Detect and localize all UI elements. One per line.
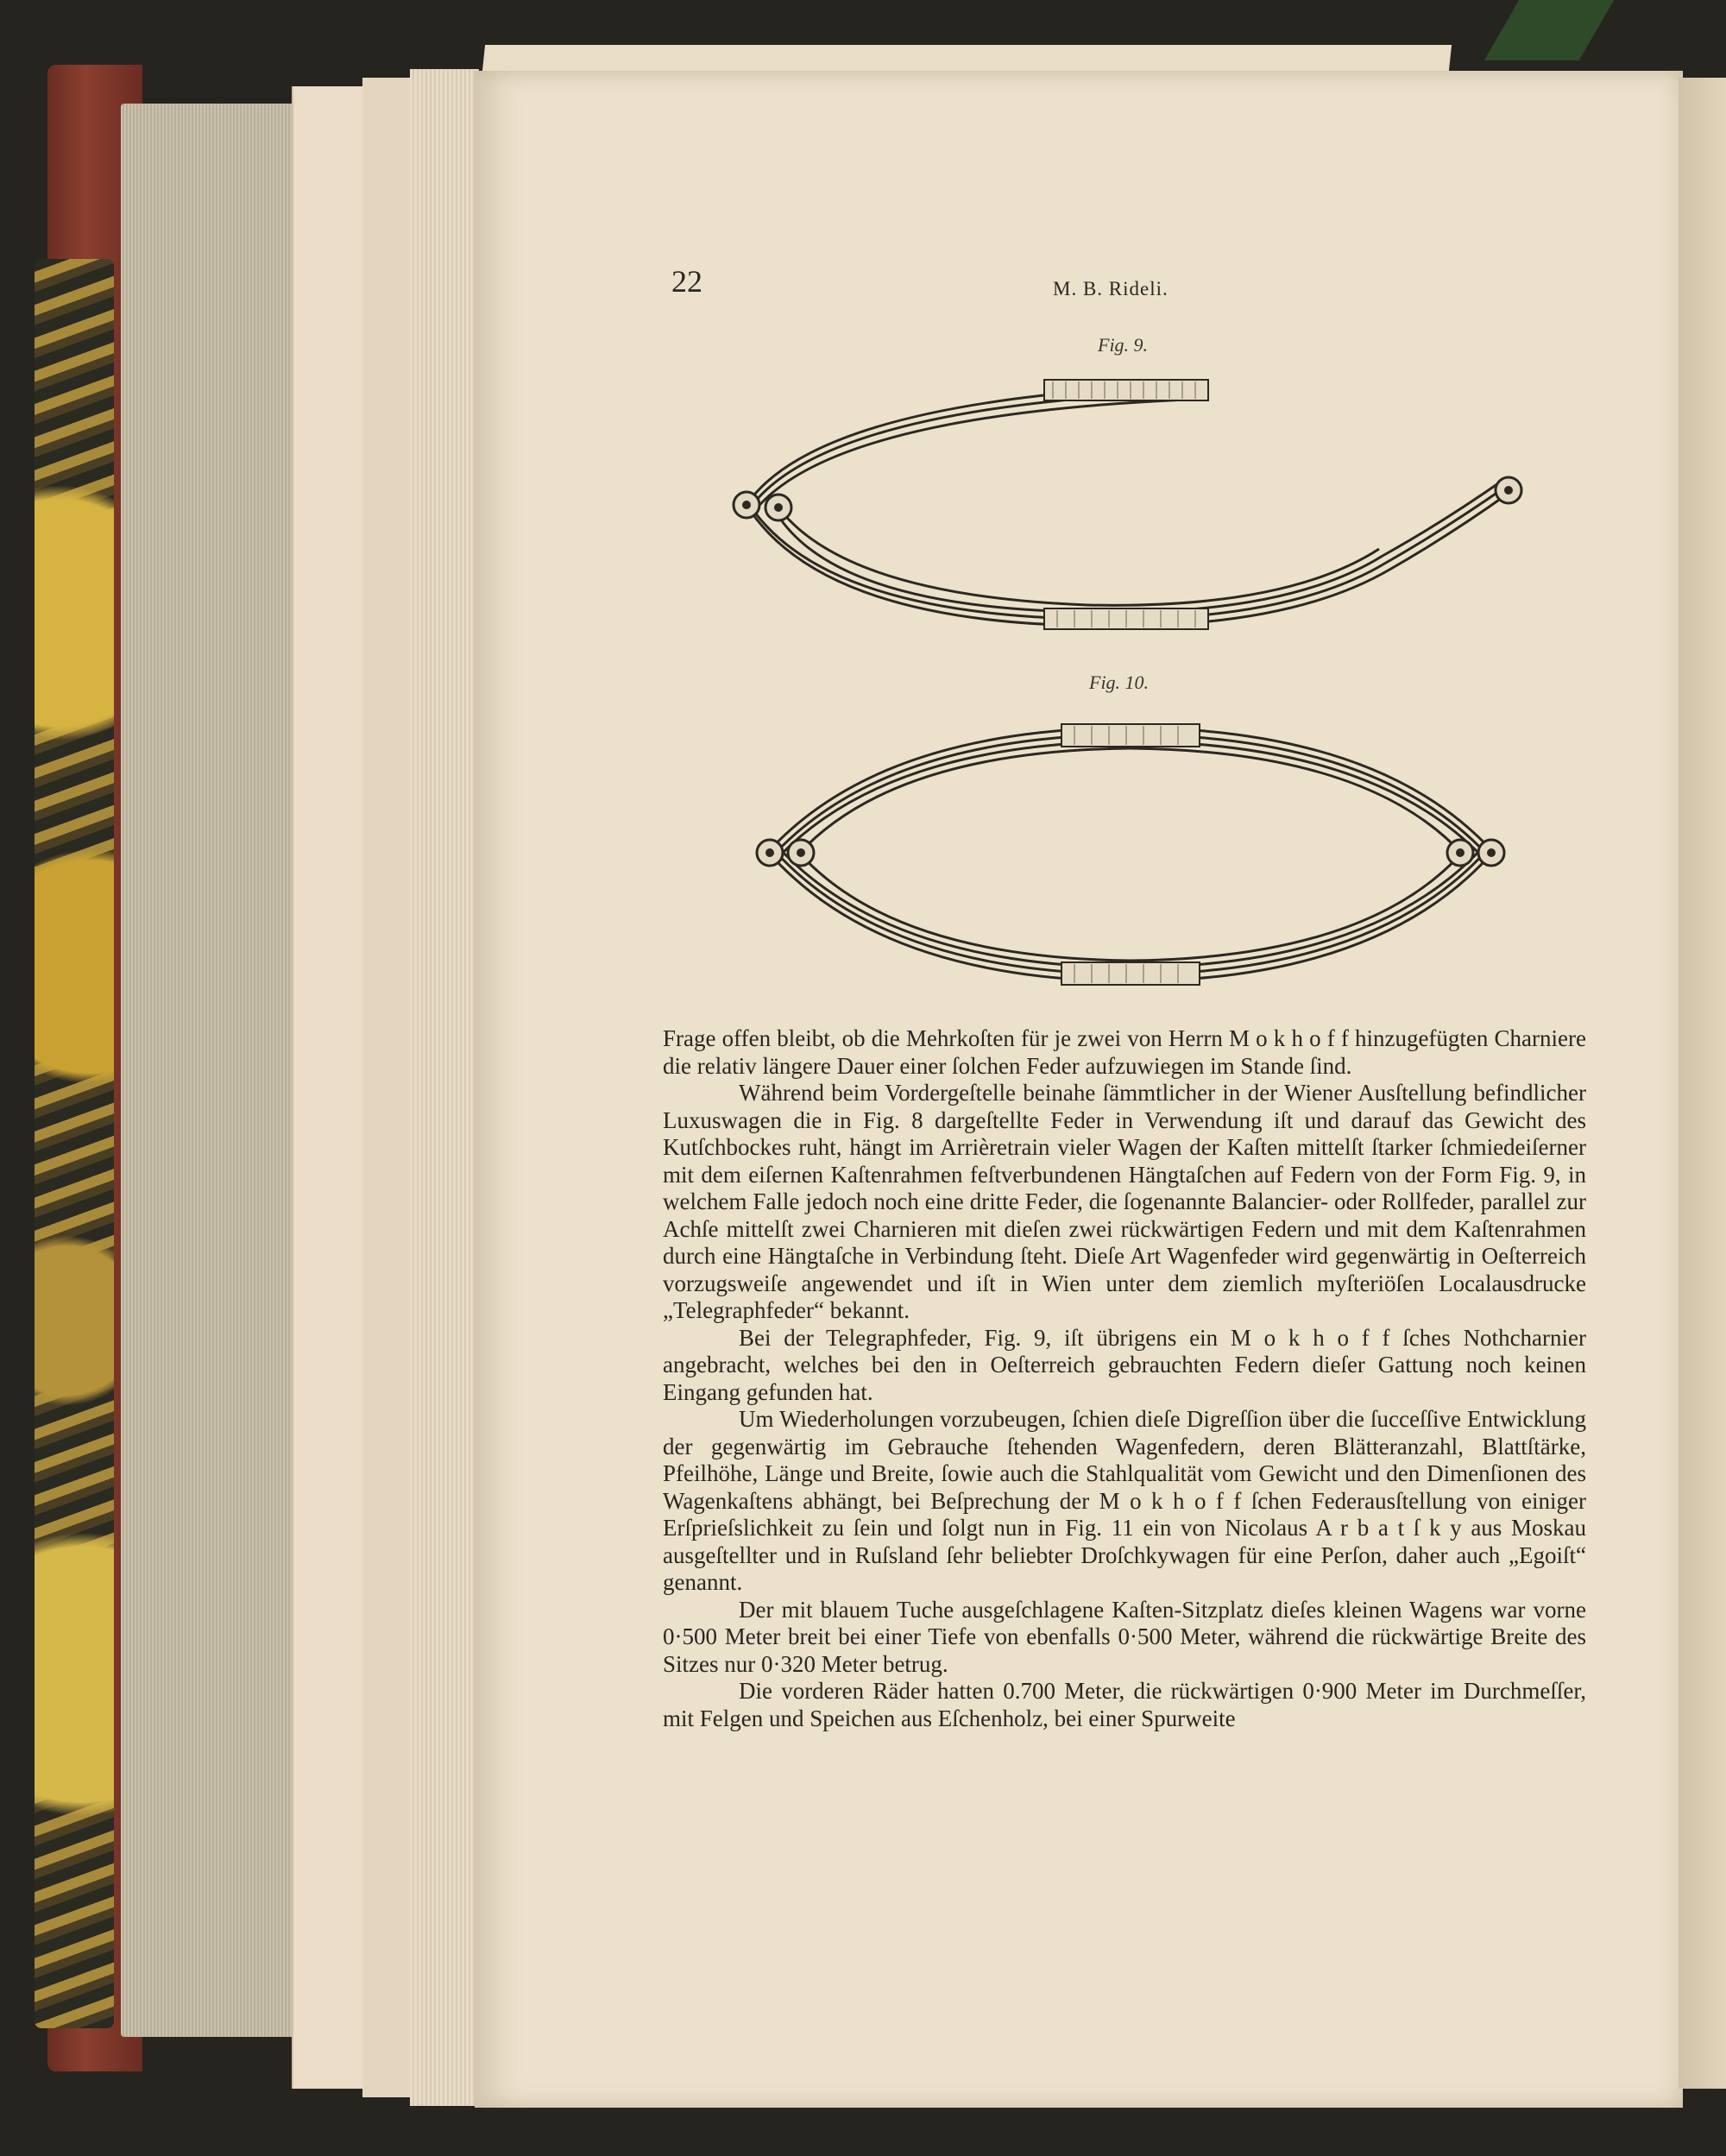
paragraph: Während beim Vordergeſtelle beinahe ſämmtlicher in der Wiener Ausſtellung befindlicher Luxuswagen die in Fig. 8 dargeſtellte Feder in Verwendung iſt und darauf das Gewicht des Kutſchbockes ruht, hängt im Arrièretrain vieler Wagen der Kaſten mittelſt ſtarker ſchmiedeiſerner mit dem eiſernen Kaſtenrahmen feſtverbundenen Hängtaſchen auf Federn von der Form Fig. 9, in welchem Falle jedoch noch eine dritte Feder, die ſogenannte Balancier- oder Rollfeder, parallel zur Achſe mittelſt zwei Charnieren mit dieſen zwei rückwärtigen Federn und mit dem Kaſtenrahmen durch eine Hängtaſche in Verbindung ſteht. Dieſe Art Wagenfeder wird gegenwärtig in Oeſterreich vorzugsweiſe angewendet und iſt in Wien unter dem ziemlich myſteriöſen Localausdrucke „Telegraphfeder“ bekannt. (663, 1080, 1586, 1323)
paragraph: Bei der Telegraphfeder, Fig. 9, iſt übrigens ein M o k h o f f ſches Nothcharnier angebracht, welches bei den in Oeſterreich gebrauchten Federn dieſer Gattung noch keinen Eingang gefunden hat. (663, 1324, 1586, 1405)
fig10-spring-illustration (751, 712, 1510, 997)
page-number: 22 (671, 264, 702, 299)
next-page-edge (1679, 78, 1726, 2089)
fig9-caption: Fig. 9. (1098, 334, 1149, 356)
paragraph: Der mit blauem Tuche ausgeſchlagene Kaſten-Sitzplatz dieſes kleinen Wagens war vorne 0·500 Meter breit bei einer Tiefe von ebenfalls 0·500 Meter, während die rückwärtige Breite des Sitzes nur 0·320 Meter betrug. (663, 1596, 1586, 1677)
paragraph: Die vorderen Räder hatten 0.700 Meter, die rückwärtigen 0·900 Meter im Durchmeſſer, mit Felgen und Speichen aus Eſchenholz, bei einer Spurweite (663, 1678, 1586, 1731)
marbled-edge (35, 259, 114, 2028)
page-block-edge (121, 104, 311, 2037)
fig9-spring-illustration (716, 362, 1545, 647)
page-gutter (410, 69, 479, 2106)
body-text (663, 1025, 1586, 1732)
bookmark-ribbon (1484, 0, 1614, 60)
paragraph: Frage offen bleibt, ob die Mehrkoſten für je zwei von Herrn M o k h o f f hinzugefügten Charniere die relativ längere Dauer einer ſolchen Feder aufzuwiegen im Stande ſind. (663, 1025, 1586, 1079)
fig10-caption: Fig. 10. (1089, 671, 1150, 693)
running-header: M. B. Rideli. (1053, 278, 1169, 299)
paragraph: Um Wiederholungen vorzubeugen, ſchien dieſe Digreſſion über die ſucceſſive Entwicklung der gegenwärtig im Gebrauche ſtehenden Wagenfedern, deren Blätteranzahl, Blattſtärke, Pfeilhöhe, Länge und Breite, ſowie auch die Stahlqualität vom Gewicht und den Dimenſionen des Wagenkaſtens abhängt, bei Beſprechung der M o k h o f f ſchen Federausſtellung von einiger Erſprieſslichkeit zu ſein und ſolgt nun in Fig. 11 ein von Nicolaus A r b a t ſ k y aus Moskau ausgeſtellter und in Ruſsland ſehr beliebter Droſchkywagen für eine Perſon, daher auch „Egoiſt“ genannt. (663, 1406, 1586, 1595)
